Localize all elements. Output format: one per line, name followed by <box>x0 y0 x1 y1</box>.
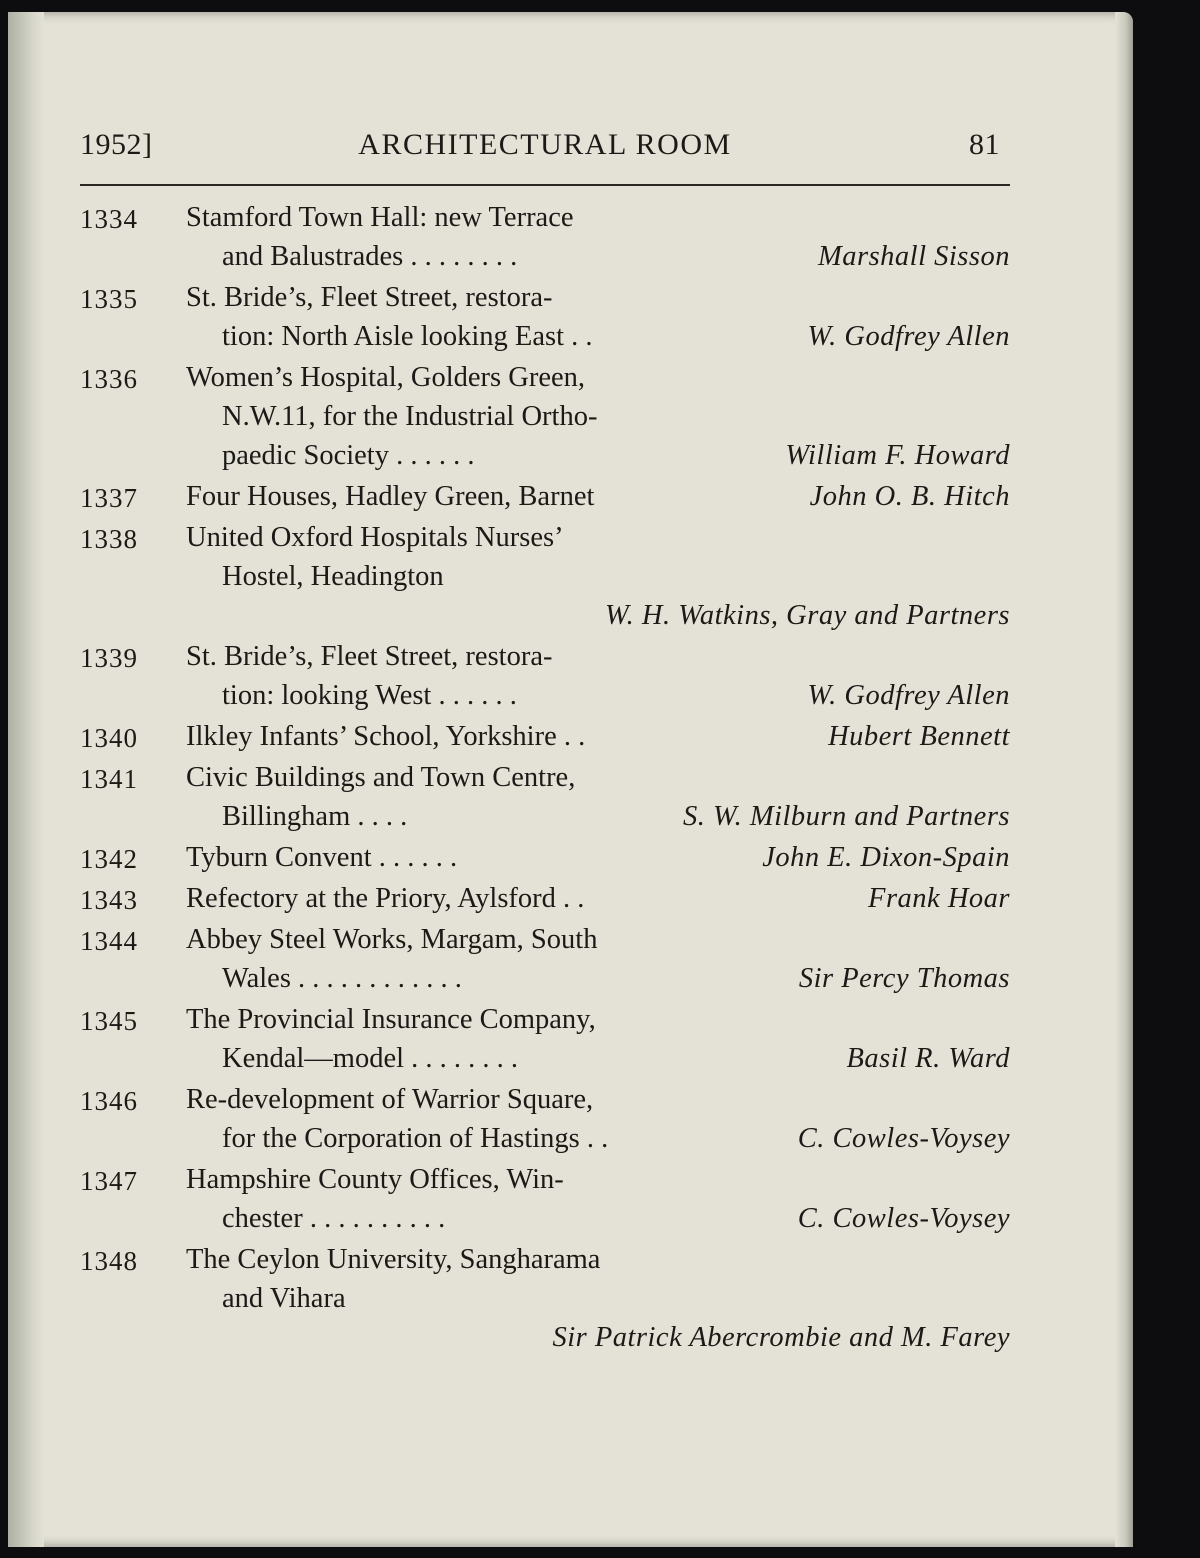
entry-title-text: for the Corporation of Hastings . . <box>222 1123 609 1154</box>
entry-title-text: Re-development of Warrior Square, <box>186 1084 594 1115</box>
entry-title-text: Stamford Town Hall: new Terrace <box>186 202 574 233</box>
entry-title-text: Billingham . . . . <box>222 801 408 832</box>
entry-architect: William F. Howard <box>785 440 1010 471</box>
entry-architect: Sir Percy Thomas <box>798 963 1010 994</box>
entry-number: 1346 <box>80 1086 138 1116</box>
page-gutter-shadow <box>8 12 44 1547</box>
entry-number: 1341 <box>80 764 138 794</box>
entry-title-text: United Oxford Hospitals Nurses’ <box>186 522 564 553</box>
entry-architect-line <box>80 1318 1010 1357</box>
entry-number: 1348 <box>80 1246 138 1276</box>
catalogue-entry <box>80 518 1010 635</box>
entry-title-text: Ilkley Infants’ School, Yorkshire . . <box>186 721 586 752</box>
entry-architect: W. Godfrey Allen <box>807 680 1010 711</box>
entry-architect: Marshall Sisson <box>818 241 1010 272</box>
entry-title-text: and Balustrades . . . . . . . . <box>222 241 518 272</box>
catalogue-entry <box>80 198 1010 276</box>
entry-architect: C. Cowles-Voysey <box>797 1123 1010 1154</box>
entry-title-line <box>80 717 1010 756</box>
entry-title-text: St. Bride’s, Fleet Street, restora- <box>186 641 553 672</box>
entry-title-line <box>80 637 1010 676</box>
entry-title-text: The Ceylon University, Sangharama <box>186 1244 601 1275</box>
entry-title-line <box>80 920 1010 959</box>
catalogue-entry <box>80 1240 1010 1357</box>
entry-architect: Sir Patrick Abercrombie and M. Farey <box>552 1322 1010 1353</box>
entry-number: 1344 <box>80 926 138 956</box>
catalogue-entry <box>80 358 1010 475</box>
entry-title-line <box>80 1199 1010 1238</box>
header-year: 1952] <box>80 128 153 161</box>
catalogue-entry <box>80 717 1010 756</box>
entry-number: 1337 <box>80 483 138 513</box>
entry-number: 1345 <box>80 1006 138 1036</box>
entry-title-text: Civic Buildings and Town Centre, <box>186 762 576 793</box>
entry-number: 1336 <box>80 364 138 394</box>
entry-title-line <box>80 278 1010 317</box>
entry-title-line <box>80 358 1010 397</box>
entry-title-text: tion: North Aisle looking East . . <box>222 321 593 352</box>
entry-architect: John E. Dixon-Spain <box>762 842 1010 873</box>
entry-title-line <box>80 436 1010 475</box>
entry-architect-line <box>80 596 1010 635</box>
catalogue-entry <box>80 1080 1010 1158</box>
entry-number: 1347 <box>80 1166 138 1196</box>
entry-title-line <box>80 959 1010 998</box>
catalogue-entry <box>80 920 1010 998</box>
catalogue-entry <box>80 838 1010 877</box>
entry-title-line <box>80 518 1010 557</box>
entry-title-line <box>80 1119 1010 1158</box>
entry-title-text: N.W.11, for the Industrial Ortho- <box>222 401 598 432</box>
entry-title-text: Hostel, Headington <box>222 561 444 592</box>
entry-title-line <box>80 1039 1010 1078</box>
entry-title-line <box>80 797 1010 836</box>
entry-title-line <box>80 1080 1010 1119</box>
entry-title-text: paedic Society . . . . . . <box>222 440 475 471</box>
entry-architect: S. W. Milburn and Partners <box>682 801 1010 832</box>
entry-title-text: Wales . . . . . . . . . . . . <box>222 963 462 994</box>
catalogue-entry <box>80 637 1010 715</box>
entry-architect: Hubert Bennett <box>828 721 1010 752</box>
entry-architect: Basil R. Ward <box>846 1043 1010 1074</box>
entry-title-text: Kendal—model . . . . . . . . <box>222 1043 519 1074</box>
catalogue-entry <box>80 879 1010 918</box>
entry-number: 1339 <box>80 643 138 673</box>
catalogue-entry <box>80 1000 1010 1078</box>
running-header <box>80 128 1010 168</box>
entry-title-line <box>80 1240 1010 1279</box>
entry-title-text: Tyburn Convent . . . . . . <box>186 842 458 873</box>
catalogue-entry <box>80 278 1010 356</box>
entry-title-text: chester . . . . . . . . . . <box>222 1203 446 1234</box>
entry-title-line <box>80 477 1010 516</box>
entry-number: 1338 <box>80 524 138 554</box>
entry-number: 1334 <box>80 204 138 234</box>
entry-number: 1335 <box>80 284 138 314</box>
entry-title-line <box>80 758 1010 797</box>
entry-title-text: Abbey Steel Works, Margam, South <box>186 924 598 955</box>
entry-title-line <box>80 1000 1010 1039</box>
catalogue-entry <box>80 758 1010 836</box>
entry-title-line <box>80 317 1010 356</box>
entry-title-line <box>80 237 1010 276</box>
catalogue-entry <box>80 477 1010 516</box>
entry-title-text: Women’s Hospital, Golders Green, <box>186 362 585 393</box>
entry-title-text: Four Houses, Hadley Green, Barnet <box>186 481 595 512</box>
page-edge <box>1115 12 1133 1547</box>
entry-title-text: Hampshire County Offices, Win- <box>186 1164 564 1195</box>
entry-title-line <box>80 1279 1010 1318</box>
entry-title-text: tion: looking West . . . . . . <box>222 680 517 711</box>
entry-title-line <box>80 1160 1010 1199</box>
entry-architect: Frank Hoar <box>868 883 1010 914</box>
entry-title-line <box>80 397 1010 436</box>
entry-title-line <box>80 557 1010 596</box>
entry-title-text: The Provincial Insurance Company, <box>186 1004 596 1035</box>
entry-architect: W. H. Watkins, Gray and Partners <box>605 600 1010 631</box>
entry-title-line <box>80 676 1010 715</box>
entry-title-line <box>80 838 1010 877</box>
entry-title-text: Refectory at the Priory, Aylsford . . <box>186 883 585 914</box>
header-title: ARCHITECTURAL ROOM <box>358 128 732 161</box>
header-rule <box>80 184 1010 186</box>
entry-title-line <box>80 879 1010 918</box>
page-number: 81 <box>969 128 1000 161</box>
entry-number: 1342 <box>80 844 138 874</box>
entry-title-text: St. Bride’s, Fleet Street, restora- <box>186 282 553 313</box>
entry-architect: C. Cowles-Voysey <box>797 1203 1010 1234</box>
entry-architect: John O. B. Hitch <box>809 481 1010 512</box>
entry-title-text: and Vihara <box>222 1283 346 1314</box>
entry-architect: W. Godfrey Allen <box>807 321 1010 352</box>
catalogue-entries <box>80 198 1010 1359</box>
catalogue-entry <box>80 1160 1010 1238</box>
entry-number: 1343 <box>80 885 138 915</box>
entry-title-line <box>80 198 1010 237</box>
entry-number: 1340 <box>80 723 138 753</box>
